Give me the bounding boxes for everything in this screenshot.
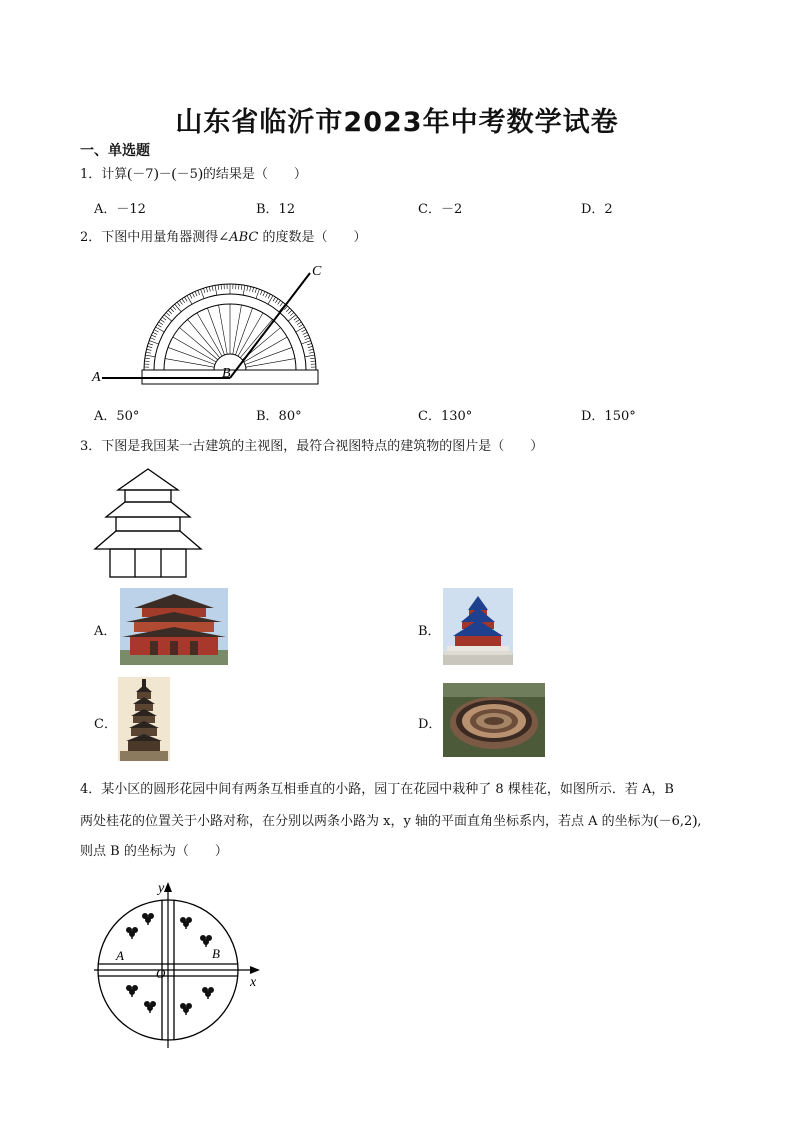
y-axis-label: y [158, 881, 165, 896]
garden-coordinate-figure [90, 878, 275, 1053]
question-3 [80, 437, 543, 457]
roof-middle [106, 502, 190, 517]
operand-2: －5 [176, 167, 198, 182]
point-b-label: B [222, 366, 231, 381]
option-c: C．130° [418, 409, 473, 424]
photo-temple-of-heaven-image [443, 588, 513, 665]
question-number: 4． [80, 782, 102, 797]
tree-icon [180, 1003, 192, 1015]
x-axis-arrow [250, 966, 260, 974]
roof-bottom [95, 531, 201, 549]
question-text: 下图是我国某一古建筑的主视图，最符合视图特点的建筑物的图片是（ ） [101, 439, 544, 454]
tier-2 [116, 517, 180, 531]
point-c-label: C [312, 264, 322, 279]
question-text: 下图中用量角器测得 [101, 230, 219, 245]
question-number: 2． [80, 230, 102, 245]
question-number: 3． [80, 439, 102, 454]
operand-1: －7 [132, 167, 154, 182]
roof-top [118, 469, 178, 490]
base [110, 549, 186, 577]
question-text: 某小区的圆形花园中间有两条互相垂直的小路，园丁在花园中栽种了 8 棵桂花，如图所示．若 A，B [101, 782, 674, 797]
protractor-figure [90, 255, 330, 395]
tree-icon [144, 1001, 156, 1013]
page-title: 山东省临沂市2023年中考数学试卷 [175, 107, 619, 138]
option-d: D．150° [581, 409, 636, 424]
option-b-label: B． [418, 624, 441, 639]
option-b: B．80° [256, 409, 302, 424]
question-1: 1．计算(－7)－(－5)的结果是（ ） [80, 166, 307, 182]
ray-bc [230, 273, 310, 378]
tree-icon [142, 913, 154, 925]
tree-icon [126, 985, 138, 997]
option-d: D．2 [581, 202, 613, 217]
question-number: 1． [80, 167, 102, 182]
front-view-figure [92, 466, 204, 580]
point-a-label: A [92, 370, 101, 385]
point-b-label: B [212, 946, 220, 961]
option-c: C．－2 [418, 202, 463, 217]
tree-icon [200, 935, 212, 947]
question-text: 则点 B 的坐标为（ ） [80, 844, 228, 859]
option-a: A．50° [94, 409, 140, 424]
question-2 [80, 228, 366, 248]
x-axis-label: x [250, 975, 257, 990]
option-b: B．12 [256, 202, 296, 217]
question-text: 两处桂花的位置关于小路对称，在分别以两条小路为 x，y 轴的平面直角坐标系内，若点 A 的坐标为 [80, 814, 654, 829]
section-heading: 一、单选题 [80, 143, 150, 159]
photo-tulou-image [443, 683, 545, 757]
y-axis-arrow [164, 882, 172, 892]
question-text: 的结果是（ ） [202, 167, 307, 182]
question-text: 的度数是（ ） [258, 230, 367, 245]
photo-pagoda-image [118, 677, 170, 761]
tree-icon [180, 917, 192, 929]
tree-icon [126, 927, 138, 939]
question-text: 计算 [101, 167, 128, 182]
point-a-coordinate: －6,2 [658, 814, 693, 829]
tree-icon [202, 987, 214, 999]
photo-pavilion-image [120, 588, 228, 665]
option-c-label: C． [94, 717, 117, 732]
option-d-label: D． [418, 717, 442, 732]
option-a-label: A． [94, 624, 117, 639]
origin-label: O [156, 966, 166, 981]
angle-symbol: ∠ABC [218, 230, 259, 245]
option-a: A．－12 [94, 202, 146, 217]
question-4 [80, 780, 780, 800]
tier-1 [125, 490, 171, 502]
point-a-label: A [116, 948, 124, 963]
minus-sign: － [158, 167, 172, 182]
